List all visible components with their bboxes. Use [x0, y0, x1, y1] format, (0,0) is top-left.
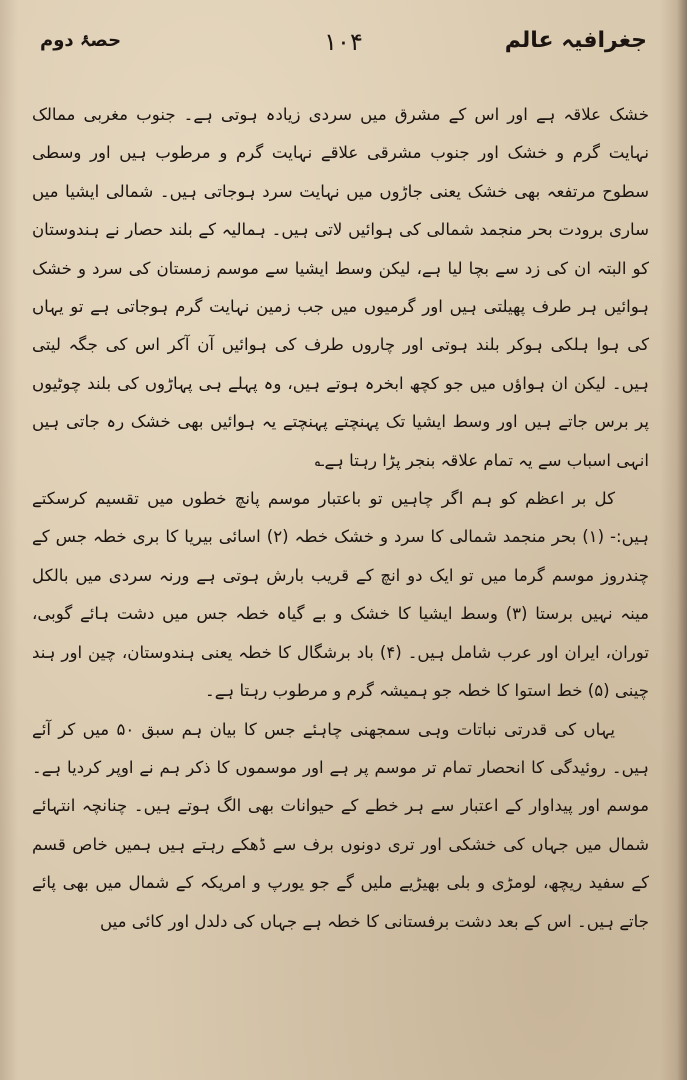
paragraph-2: کل بر اعظم کو ہم اگر چاہیں تو باعتبار موسم پانچ خطوں میں تقسیم کرسکتے ہیں:- (۱) بحر منجمد شمالی کا سرد و خشک خطہ (۲) اسائی بیریا کا بری خطہ جس کے چندروز موسم گرما میں تو ایک دو انچ کے قریب بارش ہوتی ہے ورنہ سردی میں بالکل مینہ نہیں برستا (۳) وسط ایشیا کا خشک و بے گیاہ خطہ جس میں دشت ہائے گوبی، توران، ایران اور عرب شامل ہیں۔ (۴) باد برشگال کا خطہ یعنی ہندوستان، چین اور ہند چینی (۵) خط استوا کا خطہ جو ہمیشہ گرم و مرطوب رہتا ہے۔ [32, 489, 649, 701]
paragraph-1: خشک علاقہ ہے اور اس کے مشرق میں سردی زیادہ ہوتی ہے۔ جنوب مغربی ممالک نہایت گرم و خشک اور جنوب مشرقی علاقے نہایت گرم و مرطوب ہیں اور وسطی سطوح مرتفعہ بھی خشک یعنی جاڑوں میں نہایت سرد ہوجاتی ہیں۔ شمالی ایشیا میں ساری برودت بحر منجمد شمالی کی ہوائیں لاتی ہیں۔ ہمالیہ کے بلند حصار نے ہندوستان کو البتہ ان کی زد سے بچا لیا ہے، لیکن وسط ایشیا سے موسم زمستان کی سرد و خشک ہوائیں ہر طرف پھیلتی ہیں اور گرمیوں میں جب زمین نہایت گرم ہوجاتی ہے تو یہاں کی ہوا ہلکی ہوکر بلند ہوتی اور چاروں طرف کی ہوائیں آن آکر اس کی جگہ لیتی ہیں۔ لیکن ان ہواؤں میں جو کچھ ابخرہ ہوتے ہیں، وہ پہلے ہی پہاڑوں کی بلند چوٹیوں پر برس جاتے ہیں اور وسط ایشیا تک پہنچتے پہنچتے یہ ہوائیں بھی خشک رہ جاتی ہیں انہی اسباب سے یہ تمام علاقہ بنجر پڑا رہتا ہے؎ [32, 105, 649, 470]
page-header [40, 28, 647, 72]
paragraph-3: یہاں کی قدرتی نباتات وہی سمجھنی چاہئے جس کا بیان ہم سبق ۵۰ میں کر آئے ہیں۔ روئیدگی کا انحصار تمام تر موسم پر ہے اور موسموں کا ذکر ہم نے اوپر کردیا ہے۔ موسم اور پیداوار کے اعتبار سے ہر خطے کے حیوانات بھی الگ ہوتے ہیں۔ چنانچہ انتہائے شمال میں جہاں کی خشکی اور تری دونوں برف سے ڈھکے رہتے ہیں ہمیں خاص قسم کے سفید ریچھ، لومڑی و بلی بھیڑیے ملیں گے جو یورپ و امریکہ کے شمال میں بھی پائے جاتے ہیں۔ اس کے بعد دشت برفستانی کا خطہ ہے جہاں کی دلدل اور کائی میں [32, 719, 649, 931]
section-label: حصۂ دوم [40, 30, 122, 51]
page-edge-shadow [677, 0, 687, 1080]
page-body [32, 96, 649, 1022]
page-number: ۱۰۴ [324, 28, 363, 56]
book-title: جغرافیہ عالم [504, 28, 647, 53]
